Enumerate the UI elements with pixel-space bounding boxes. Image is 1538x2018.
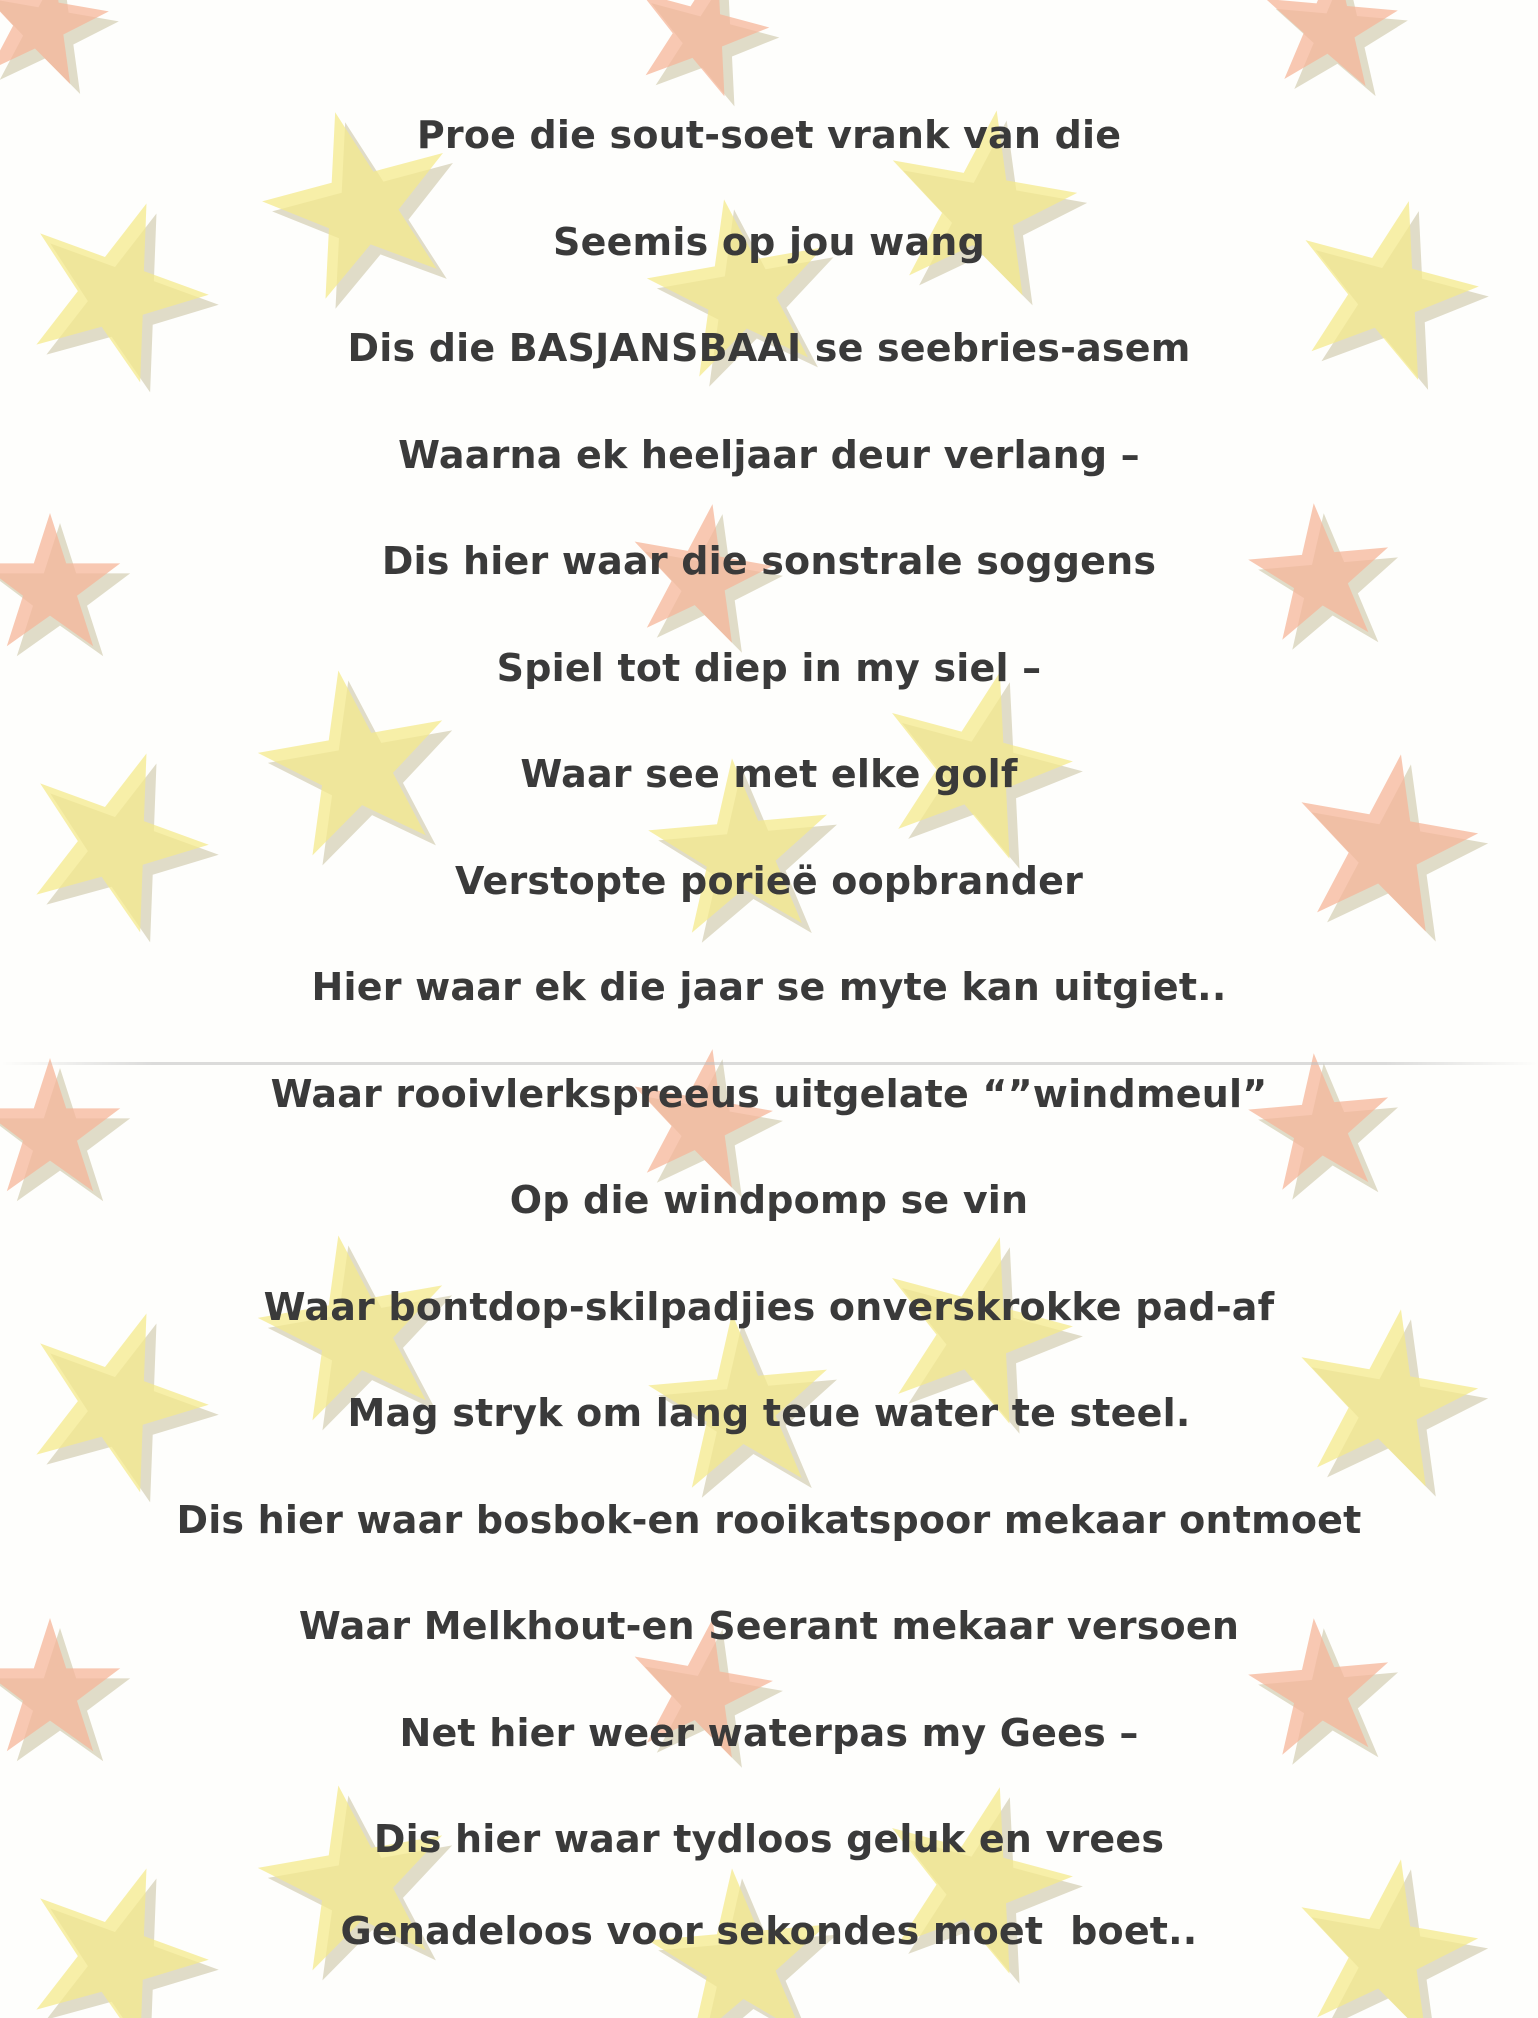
poem-line: Dis hier waar die sonstrale soggens [381, 539, 1157, 583]
poem-line: Hier waar ek die jaar se myte kan uitgiet.. [311, 965, 1227, 1009]
poem-line: Spiel tot diep in my siel – [496, 646, 1042, 690]
poem-line: Waar see met elke golf [520, 752, 1018, 796]
poem-line: Op die windpomp se vin [509, 1178, 1029, 1222]
poem-line: Dis die BASJANSBAAI se seebries-asem [347, 326, 1191, 370]
poem-line: Mag stryk om lang teue water te steel. [347, 1391, 1191, 1435]
poem-line: Genadeloos voor sekondes moet boet.. [340, 1909, 1198, 1953]
poem-line: Waar bontdop-skilpadjies onverskrokke pad-af [263, 1285, 1275, 1329]
poem-line: Dis hier waar bosbok-en rooikatspoor mekaar ontmoet [176, 1498, 1362, 1542]
poem-line: Waarna ek heeljaar deur verlang – [398, 433, 1140, 477]
poem-line: Dis hier waar tydloos geluk en vrees [373, 1817, 1165, 1861]
poem-line: Proe die sout-soet vrank van die [416, 113, 1122, 157]
poem-line: Waar Melkhout-en Seerant mekaar versoen [298, 1604, 1240, 1648]
poem-line: Net hier weer waterpas my Gees – [399, 1711, 1139, 1755]
poem-line: Seemis op jou wang [553, 220, 985, 264]
poem-line: Waar rooivlerkspreeus uitgelate “”windmeul” [270, 1072, 1268, 1116]
poem-line: Verstopte porieë oopbrander [454, 859, 1084, 903]
